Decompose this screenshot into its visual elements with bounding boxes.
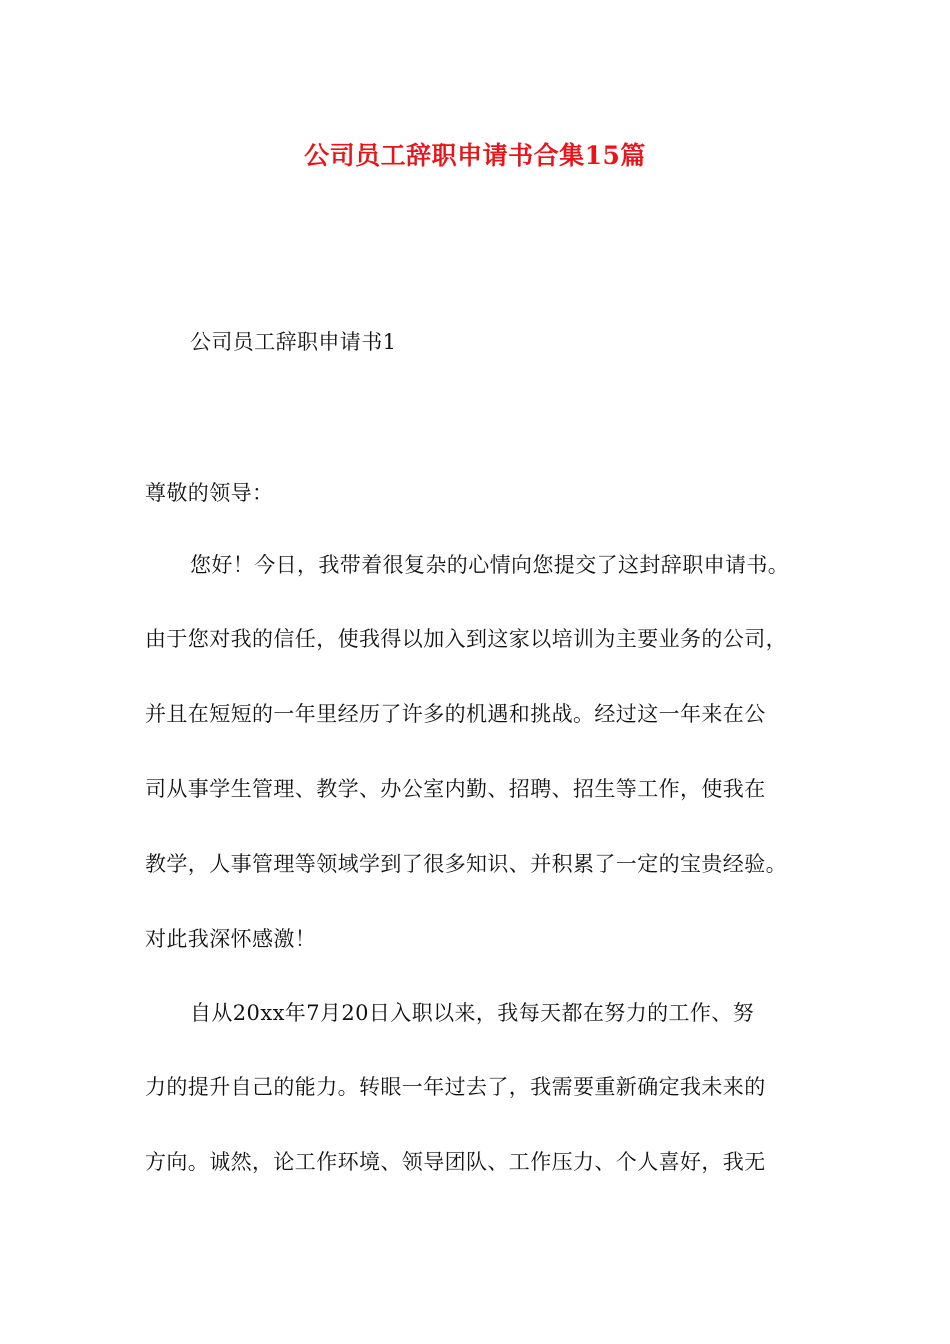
body-line: 对此我深怀感激！ — [145, 927, 317, 951]
section-heading: 公司员工辞职申请书1 — [190, 330, 397, 354]
salutation: 尊敬的领导： — [145, 481, 274, 505]
body-line: 自从20xx年7月20日入职以来，我每天都在努力的工作、努 — [190, 1001, 755, 1025]
body-line: 并且在短短的一年里经历了许多的机遇和挑战。经过这一年来在公 — [145, 702, 766, 726]
body-line: 力的提升自己的能力。转眼一年过去了，我需要重新确定我未来的 — [145, 1075, 766, 1099]
body-line: 您好！今日，我带着很复杂的心情向您提交了这封辞职申请书。 — [190, 553, 790, 577]
document-title: 公司员工辞职申请书合集15篇 — [304, 141, 646, 170]
body-line: 教学，人事管理等领域学到了很多知识、并积累了一定的宝贵经验。 — [145, 852, 787, 876]
body-line: 由于您对我的信任，使我得以加入到这家以培训为主要业务的公司， — [145, 627, 787, 651]
body-line: 司从事学生管理、教学、办公室内勤、招聘、招生等工作，使我在 — [145, 777, 766, 801]
body-line: 方向。诚然，论工作环境、领导团队、工作压力、个人喜好，我无 — [145, 1150, 766, 1174]
